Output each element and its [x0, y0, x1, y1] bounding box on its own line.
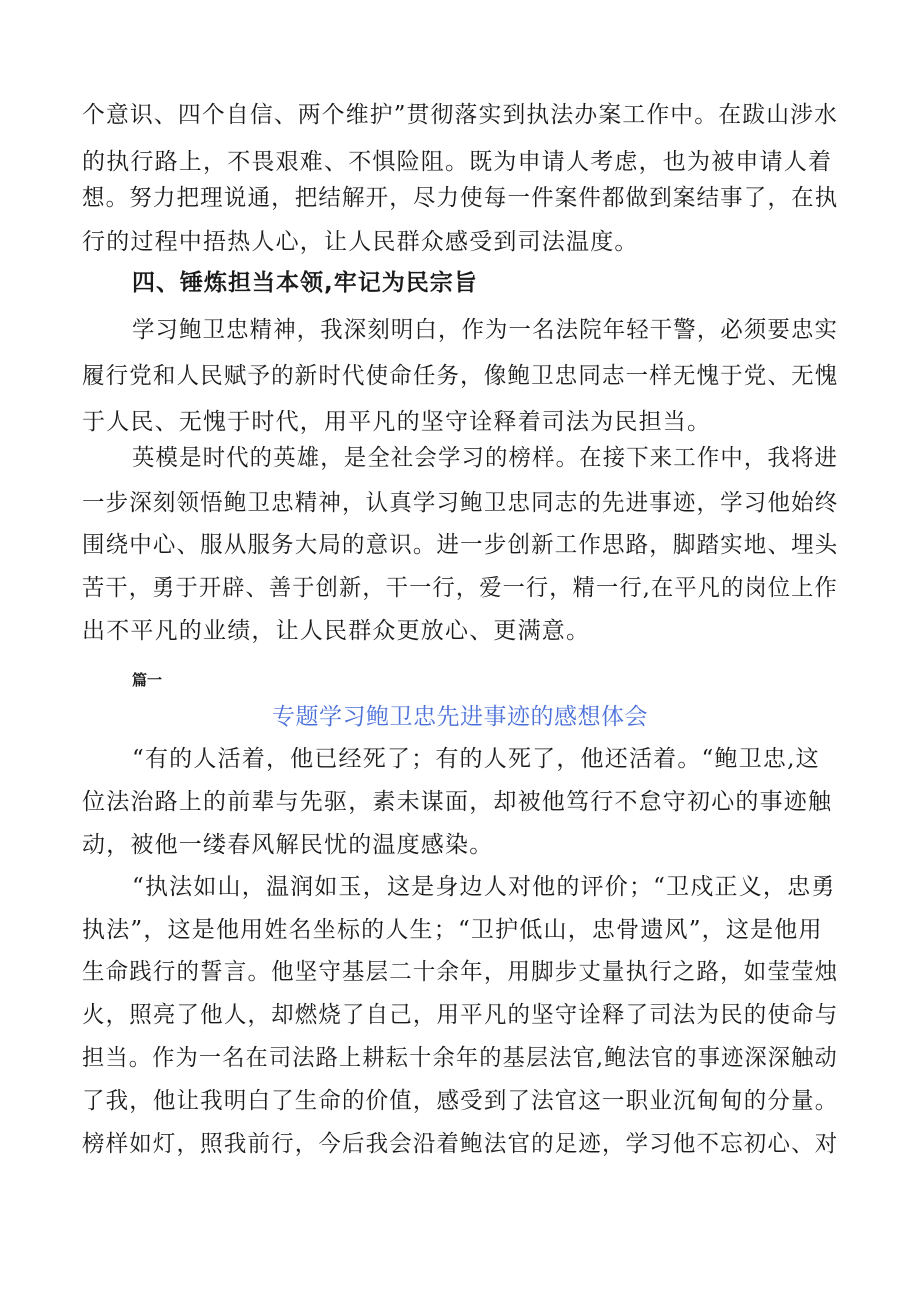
text-line: 了我，他让我明白了生命的价值，感受到了法官这一职业沉甸甸的分量。 — [82, 1088, 839, 1114]
text-line: 苦干，勇于开辟、善于创新，干一行，爱一行，精一行,在平凡的岗位上作 — [82, 575, 838, 601]
text-line: 火，照亮了他人，却燃烧了自己，用平凡的坚守诠释了司法为民的使命与 — [82, 1002, 839, 1028]
article-title: 专题学习鲍卫忠先进事迹的感想体会 — [272, 704, 648, 730]
section-heading: 四、锤炼担当本领,牢记为民宗旨 — [132, 270, 478, 296]
text-line: 生命践行的誓言。他坚守基层二十余年，用脚步丈量执行之路，如莹莹烛 — [82, 959, 839, 985]
text-line: 位法治路上的前辈与先驱，素未谋面，却被他笃行不怠守初心的事迹触 — [82, 789, 833, 815]
text-line: “有的人活着，他已经死了；有的人死了，他还活着。“鲍卫忠,这 — [132, 746, 820, 772]
text-line: 出不平凡的业绩，让人民群众更放心、更满意。 — [82, 618, 591, 644]
text-line: 动，被他一缕春风解民忧的温度感染。 — [82, 832, 494, 858]
text-line: 想。努力把理说通，把结解开，尽力使每一件案件都做到案结事了，在执 — [82, 185, 839, 211]
text-line: 榜样如灯，照我前行，今后我会沿着鲍法官的足迹，学习他不忘初心、对 — [82, 1131, 839, 1157]
text-line: 个意识、四个自信、两个维护”贯彻落实到执法办案工作中。在跋山涉水 — [82, 102, 839, 128]
text-line: “执法如山，温润如玉，这是身边人对他的评价；“卫戍正义，忠勇 — [132, 874, 836, 900]
text-line: 执法”，这是他用姓名坐标的人生；“卫护低山，忠骨遗风”，这是他用 — [82, 917, 823, 943]
text-line: 于人民、无愧于时代，用平凡的坚守诠释着司法为民担当。 — [82, 409, 712, 435]
text-line: 履行党和人民赋予的新时代使命任务，像鲍卫忠同志一样无愧于党、无愧 — [82, 363, 839, 389]
text-line: 行的过程中捂热人心，让人民群众感受到司法温度。 — [82, 229, 639, 255]
text-line: 围绕中心、服从服务大局的意识。进一步创新工作思路，脚踏实地、埋头 — [82, 532, 839, 558]
text-line: 一步深刻领悟鲍卫忠精神，认真学习鲍卫忠同志的先进事迹，学习他始终 — [82, 490, 839, 516]
text-line: 英模是时代的英雄，是全社会学习的榜样。在接下来工作中，我将进 — [132, 445, 839, 471]
article-label: 篇一 — [132, 671, 163, 689]
text-line: 学习鲍卫忠精神，我深刻明白，作为一名法院年轻干警，必须要忠实 — [132, 317, 839, 343]
text-line: 的执行路上，不畏艰难、不惧险阻。既为申请人考虑，也为被申请人着 — [82, 149, 833, 175]
text-line: 担当。作为一名在司法路上耕耘十余年的基层法官,鲍法官的事迹深深触动 — [82, 1045, 838, 1071]
